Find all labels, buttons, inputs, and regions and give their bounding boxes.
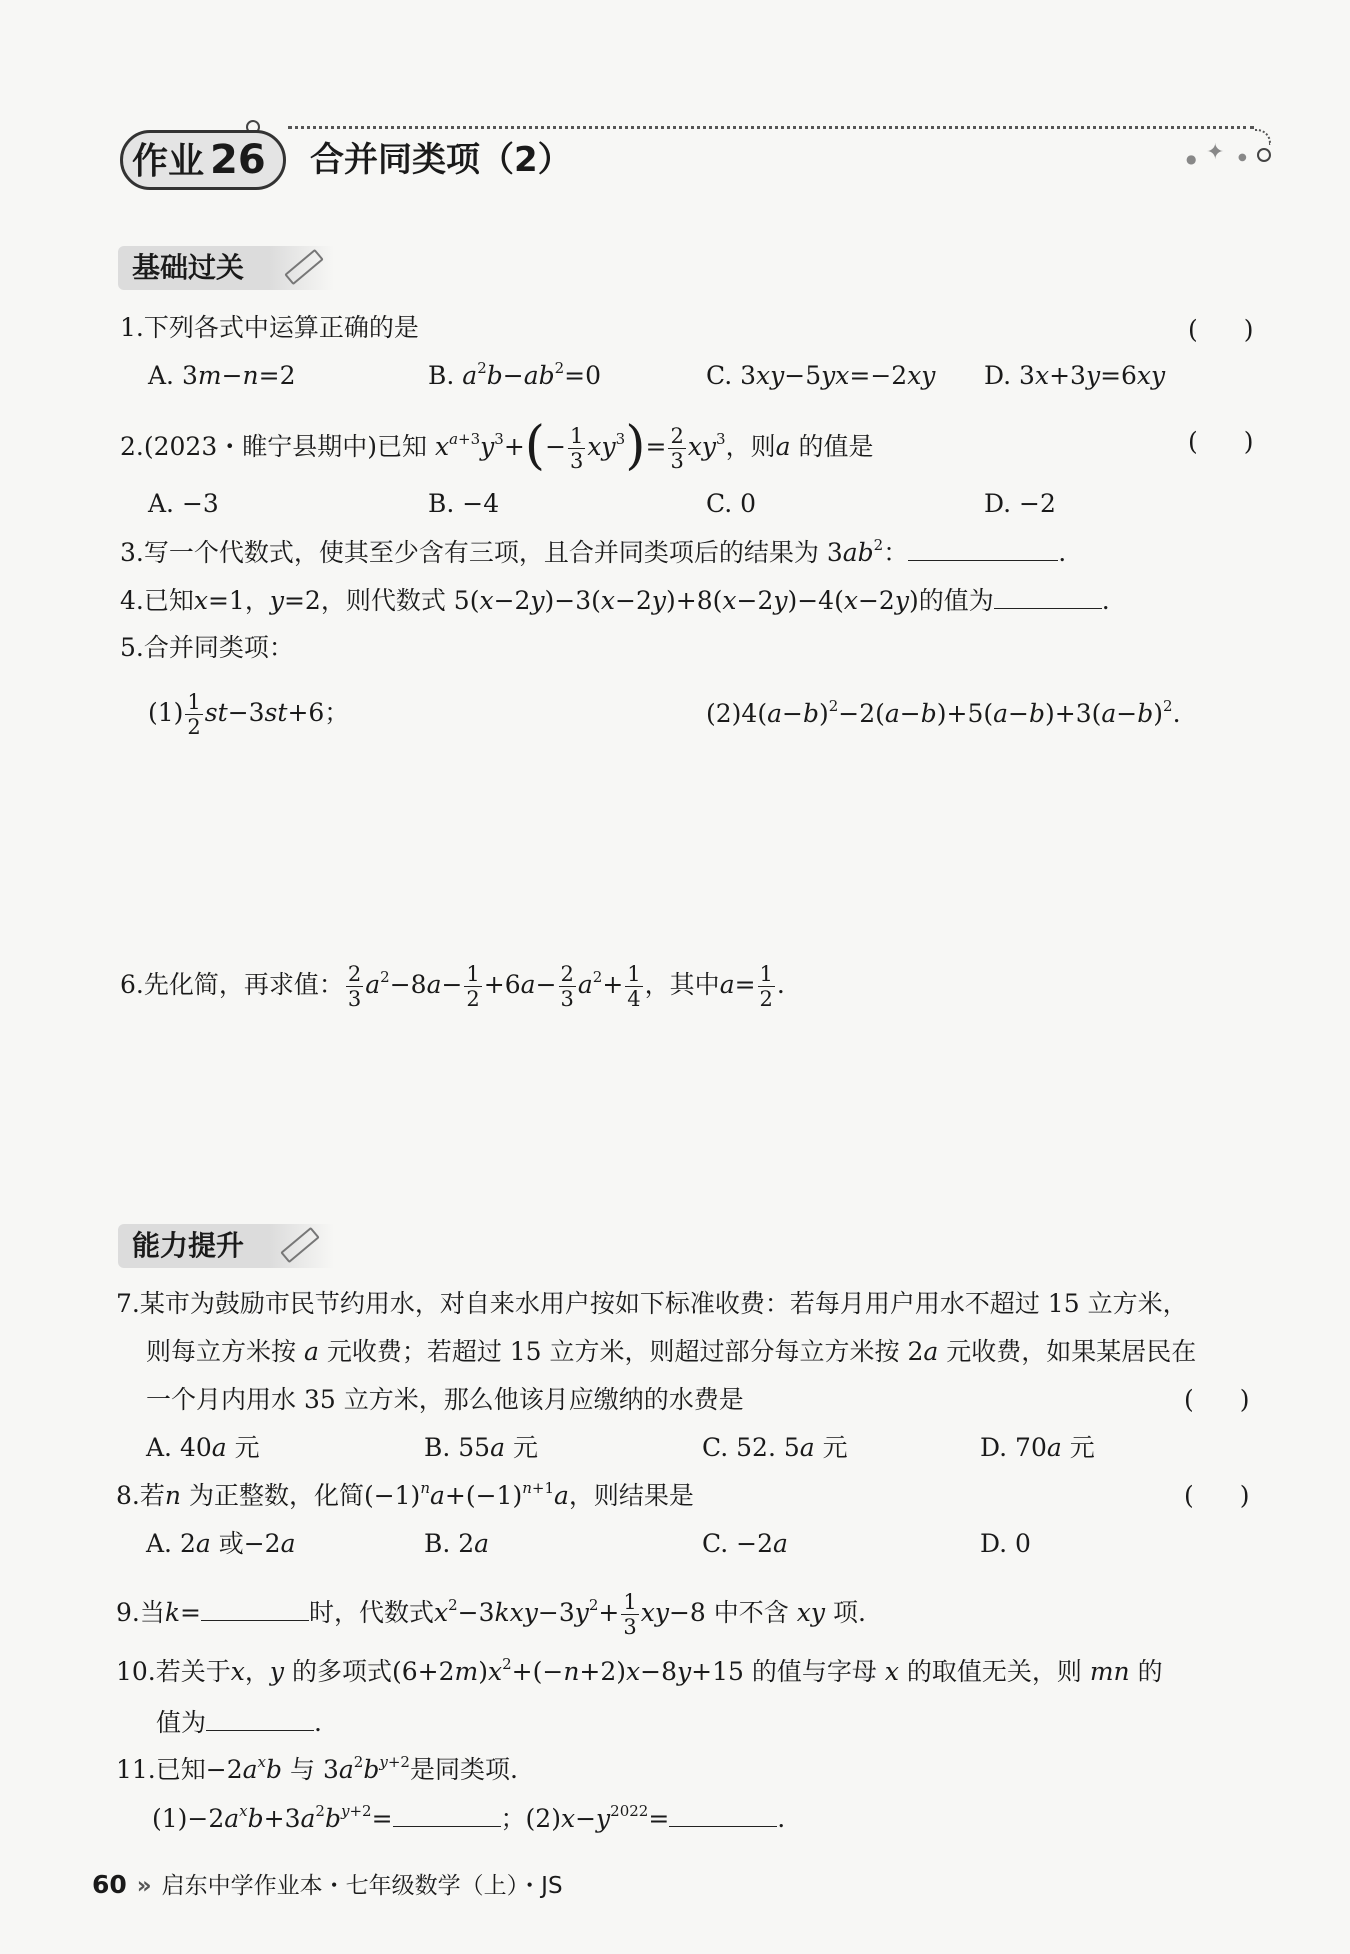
- homework-label: 作业 26: [132, 137, 266, 183]
- question-3-stem: 写一个代数式，使其至少含有三项，且合并同类项后的结果为: [143, 538, 819, 567]
- question-10: 10.若关于x，y 的多项式$(6+2m)x^2+(-n+2)x-8y+15$ 的值与字母 x 的取值无关，则 mn 的: [116, 1655, 1163, 1686]
- answer-blank[interactable]: [669, 1800, 777, 1827]
- question-5: 5.合并同类项：: [120, 633, 294, 662]
- answer-blank[interactable]: [908, 534, 1058, 561]
- q8-option-b: B. 2a: [424, 1529, 490, 1558]
- question-4: 4.已知x=1，y=2，则代数式 5(x−2y)−3(x−2y)+8(x−2y)−4(x−2y)的值为 .: [120, 582, 1110, 619]
- page-number: 60: [92, 1870, 127, 1899]
- question-5-part-1: (1) $\frac{1}{2}$ st−3st+6；: [148, 690, 350, 739]
- dot-icon: ●: [1186, 152, 1197, 166]
- book-title: 启东中学作业本・七年级数学（上）・JS: [161, 1873, 563, 1899]
- q8-option-a: A. 2a 或−2a: [146, 1529, 296, 1558]
- page-title: 合并同类项（2）: [310, 140, 572, 180]
- q7-option-a: A. 40a 元: [146, 1433, 260, 1462]
- question-11: 11.已知$-2a^xb$ 与 $3a^2b^{y+2}$是同类项.: [116, 1753, 518, 1784]
- question-9: 9.当k= 时，代数式$x^2-3kxy-3y^2+$ $\frac{1}{3}$ xy−8 中不含 xy 项.: [116, 1590, 866, 1639]
- page-footer: [92, 1870, 563, 1901]
- q2-option-d: D. −2: [984, 489, 1056, 518]
- q7-option-d: D. 70a 元: [980, 1433, 1095, 1462]
- q1-option-d: D. 3x+3y=6xy: [984, 361, 1166, 390]
- q8-option-c: C. −2a: [702, 1529, 788, 1558]
- q2-option-c: C. 0: [706, 489, 757, 518]
- question-11-parts: $(1)-2a^xb+3a^2b^{y+2}=$ ；$(2)x-y^{2022}=$ .: [152, 1802, 786, 1833]
- ring-icon: [1257, 148, 1271, 162]
- q1-option-a: A. 3m−n=2: [148, 361, 296, 390]
- header-dotted-line: [288, 126, 1254, 129]
- question-8: 8.若n 为正整数，化简$(-1)^na+(-1)^{n+1}a$，则结果是: [116, 1479, 694, 1510]
- header-dotted-curve: [1255, 129, 1271, 145]
- double-chevron-icon: »: [136, 1873, 152, 1899]
- question-3: 3.写一个代数式，使其至少含有三项，且合并同类项后的结果为 $3ab^2$： .: [120, 536, 1067, 567]
- question-2-source: (2023・睢宁县期中): [143, 432, 377, 461]
- answer-blank[interactable]: [994, 582, 1102, 609]
- question-5-part-2: $(2)4(a-b)^2-2(a-b)+5(a-b)+3(a-b)^2$.: [706, 697, 1181, 728]
- answer-blank[interactable]: [201, 1594, 309, 1621]
- q7-option-b: B. 55a 元: [424, 1433, 538, 1462]
- section-advanced-label: 能力提升: [132, 1229, 245, 1262]
- q7-option-c: C. 52. 5a 元: [702, 1433, 848, 1462]
- question-1: 1.下列各式中运算正确的是: [120, 313, 419, 342]
- answer-blank[interactable]: [393, 1800, 501, 1827]
- dot-icon: ●: [1238, 152, 1247, 163]
- question-7-line-3: 一个月内用水 35 立方米，那么他该月应缴纳的水费是: [146, 1385, 744, 1414]
- answer-blank[interactable]: [206, 1704, 314, 1731]
- answer-paren: ( ): [1188, 315, 1254, 344]
- answer-paren: ( ): [1184, 1481, 1250, 1510]
- question-7-line-2: 则每立方米按 a 元收费；若超过 15 立方米，则超过部分每立方米按 2a 元收费，如果某居民在: [146, 1337, 1197, 1366]
- q2-option-a: A. −3: [148, 489, 219, 518]
- question-10-line-2: 值为 .: [156, 1704, 322, 1741]
- sparkle-icon: ✦: [1206, 140, 1225, 165]
- q8-option-d: D. 0: [980, 1529, 1031, 1558]
- q1-option-c: C. 3xy−5yx=−2xy: [706, 361, 936, 390]
- question-1-stem: 下列各式中运算正确的是: [143, 313, 419, 342]
- section-basic-label: 基础过关: [132, 251, 245, 284]
- q2-option-b: B. −4: [428, 489, 500, 518]
- question-2: 2.(2023・睢宁县期中)已知 $x^{a+3}y^3+(-$ $\frac{1}{3}$ $xy^3)=$ $\frac{2}{3}$ $xy^3$，则a 的值是: [120, 416, 874, 476]
- homework-number: 26: [210, 137, 266, 183]
- answer-paren: ( ): [1184, 1385, 1250, 1414]
- question-7: 7.某市为鼓励市民节约用水，对自来水用户按如下标准收费：若每月用户用水不超过 15 立方米，: [116, 1289, 1188, 1318]
- question-5-stem: 合并同类项：: [143, 633, 294, 662]
- question-6: 6.先化简，再求值： $\frac{2}{3}$ $a^2-8a-$ $\frac{1}{2}$ +6a− $\frac{2}{3}$ $a^2+$ $\frac{1}{4}$ ，其中a= $\frac{1}{2}$ .: [120, 962, 785, 1011]
- answer-paren: ( ): [1188, 427, 1254, 456]
- q1-option-b: B. $a^2b-ab^2=0$: [428, 359, 602, 390]
